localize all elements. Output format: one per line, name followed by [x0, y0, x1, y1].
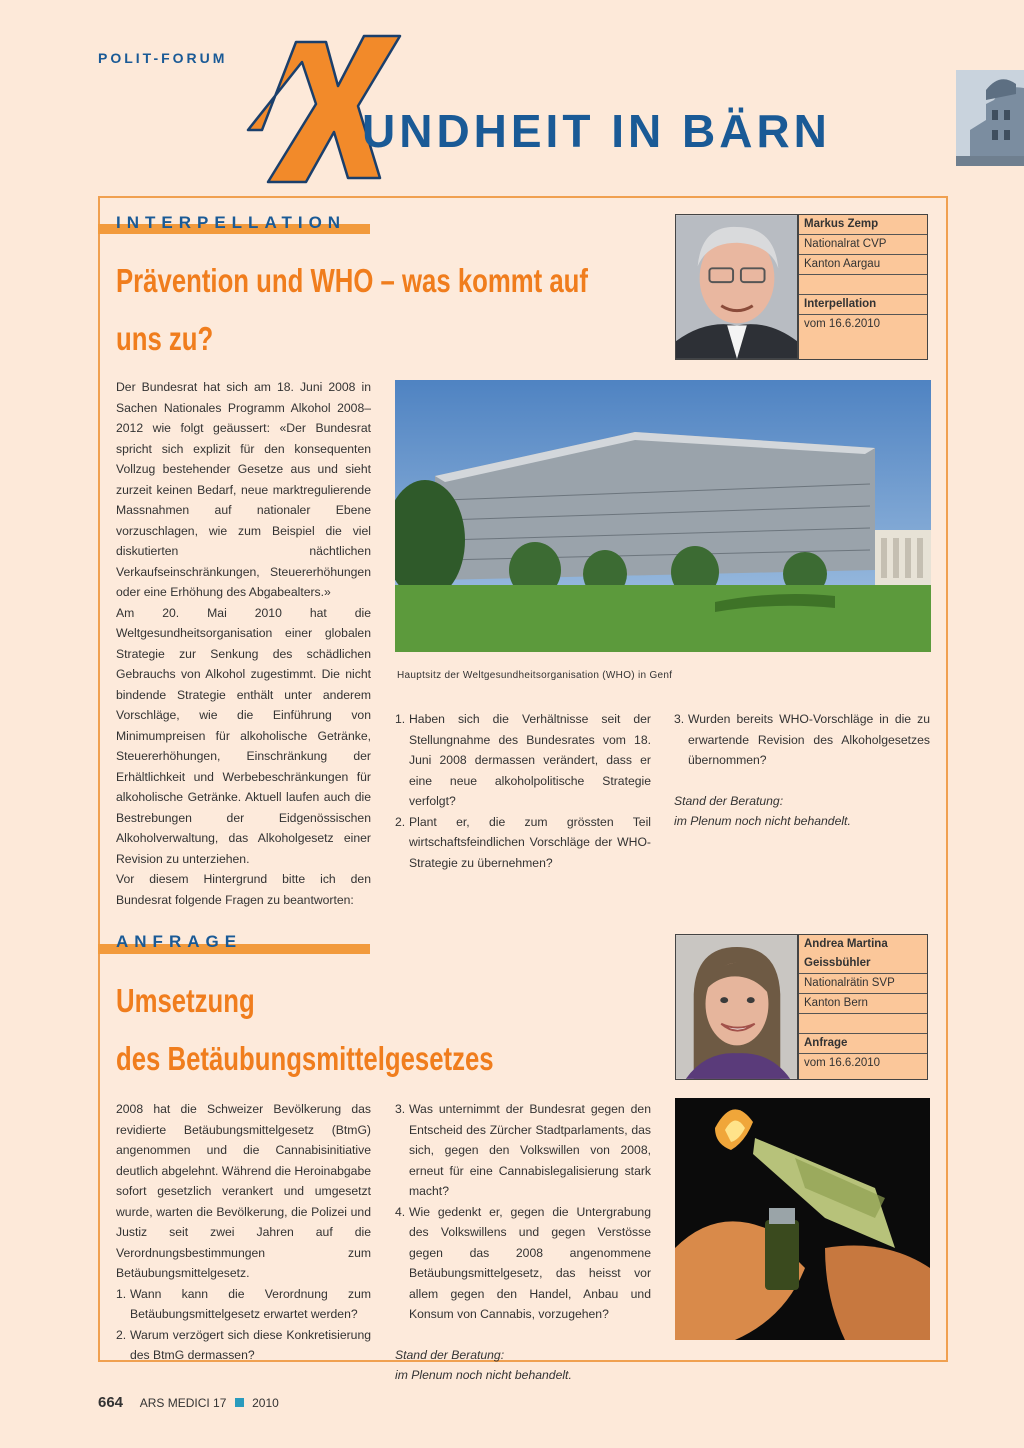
list-item: 1. Wann kann die Verordnung zum Betäubungsmittelgesetz erwartet werden? [116, 1286, 371, 1321]
status-value: im Plenum noch nicht behandelt. [395, 1368, 572, 1382]
who-building-photo [395, 380, 931, 652]
info-box-interpellation [798, 214, 928, 360]
info-role: Nationalrätin SVP [799, 974, 927, 994]
info-type: Anfrage [799, 1034, 927, 1054]
body-anfrage [116, 1099, 371, 1366]
info-canton: Kanton Aargau [799, 255, 927, 275]
cannabis-joint-photo [675, 1098, 930, 1340]
bundeshaus-photo [956, 70, 1024, 166]
info-type: Interpellation [799, 295, 927, 315]
headline-line: Prävention und WHO – was kommt auf [116, 262, 588, 299]
questions-anfrage-col2 [395, 1099, 651, 1386]
page-title: UNDHEIT IN BÄRN [362, 105, 831, 157]
list-item: 4. Wie gedenkt er, gegen die Untergrabung des Volkswillens und gegen Verstösse gegen das 2008 angenommene Betäubungsmittelgesetz, das heisst vor allem gegen den Handel, Anbau und Konsum von Cannabis, vorzugehen? [395, 1204, 651, 1321]
paragraph: Der Bundesrat hat sich am 18. Juni 2008 in Sachen Nationales Programm Alkohol 2008–2012 wie folgt geäussert: «Der Bundesrat spricht sich explizit für den konsequenten Vollzug bestehender Gesetze aus und sieht zurzeit keinen Bedarf, neue marktregulierende Massnahmen auf nationaler Ebene vorzuschlagen, wie zum Beispiel die viel diskutierten nächtlichen Verkaufseinschränkungen, Steuererhöhungen oder eine Erhöhung des Abgabealters.» [116, 380, 371, 599]
section-label-interpellation: INTERPELLATION [116, 213, 347, 232]
info-date: vom 16.6.2010 [804, 1057, 881, 1069]
info-spacer [799, 1014, 927, 1034]
headline-line: Umsetzung [116, 982, 255, 1019]
headline-line: des Betäubungsmittelgesetzes [116, 1040, 494, 1077]
status-value: im Plenum noch nicht behandelt. [674, 814, 851, 828]
info-name-last: Geissbühler [799, 954, 927, 974]
info-box-anfrage [798, 934, 928, 1080]
forum-label: POLIT-FORUM [98, 50, 228, 66]
page-footer [98, 1394, 279, 1411]
list-item: 2. Warum verzögert sich diese Konkretisierung des BtmG dermassen? [116, 1327, 371, 1362]
info-canton: Kanton Bern [799, 994, 927, 1014]
headline-line: uns zu? [116, 320, 214, 357]
status-label: Stand der Beratung: [674, 793, 784, 808]
headline-interpellation [116, 252, 631, 368]
info-date: vom 16.6.2010 [804, 318, 881, 330]
status-label: Stand der Beratung: [395, 1347, 505, 1362]
questions-interpellation-col2 [674, 709, 930, 832]
portrait-andrea-geissbuehler [675, 934, 798, 1080]
body-interpellation [116, 377, 371, 910]
paragraph: Am 20. Mai 2010 hat die Weltgesundheitsorganisation einer globalen Strategie zur Senkung des schädlichen Gebrauchs von Alkohol zugestimmt. Die nicht bindende Strategie enthält unter anderem Vorschläge, wie die Einführung von Minimumpreisen für alkoholische Getränke, Steuererhöhungen, Einschränkung der Erhältlichkeit und Werbebeschränkungen für alkoholische Getränke. Aktuell laufen auch die Bestrebungen der Eidgenössischen Alkoholverwaltung, das Alkoholgesetz einer Revision zu unterziehen. [116, 605, 371, 866]
photo-caption: Hauptsitz der Weltgesundheitsorganisation (WHO) in Genf [397, 670, 673, 681]
headline-anfrage [116, 972, 631, 1088]
title-x: X [240, 34, 241, 35]
section-label-anfrage: ANFRAGE [116, 932, 243, 951]
page-number: 664 [98, 1394, 124, 1411]
info-name: Markus Zemp [799, 215, 927, 235]
paragraph: 2008 hat die Schweizer Bevölkerung das revidierte Betäubungsmittelgesetz (BtmG) angenommen und die Cannabisinitiative deutlich abgelehnt. Während die Heroinabgabe sofort gesetzlich verankert und umgesetzt wurde, warten die Bevölkerung, die Polizei und Justiz seit zwei Jahren auf die Verordnungsbestimmungen zum Betäubungsmittelgesetz. [116, 1102, 371, 1280]
list-item: 2. Plant er, die zum grössten Teil wirtschaftsfeindlichen Vorschläge der WHO-Strategie zu übernehmen? [395, 814, 651, 870]
questions-interpellation-col1 [395, 709, 651, 873]
journal-year: 2010 [252, 1396, 279, 1410]
paragraph: Vor diesem Hintergrund bitte ich den Bundesrat folgende Fragen zu beantworten: [116, 872, 371, 907]
info-spacer [799, 275, 927, 295]
list-item: 3. Wurden bereits WHO-Vorschläge in die zu erwartende Revision des Alkoholgesetzes übernommen? [674, 712, 930, 767]
portrait-markus-zemp [675, 214, 798, 360]
journal-name: ARS MEDICI 17 [139, 1396, 227, 1410]
square-icon [235, 1398, 244, 1407]
list-item: 3. Was unternimmt der Bundesrat gegen den Entscheid des Zürcher Stadtparlaments, das sich, gegen den Volkswillen von 2008, erneut für eine Cannabislegalisierung stark macht? [395, 1102, 651, 1198]
info-name-first: Andrea Martina [804, 938, 888, 950]
info-role: Nationalrat CVP [799, 235, 927, 255]
list-item: 1. Haben sich die Verhältnisse seit der Stellungnahme des Bundesrates vom 18. Juni 2008 dermassen verändert, dass er eine neue alkoholpolitische Strategie verfolgt? [395, 712, 651, 808]
